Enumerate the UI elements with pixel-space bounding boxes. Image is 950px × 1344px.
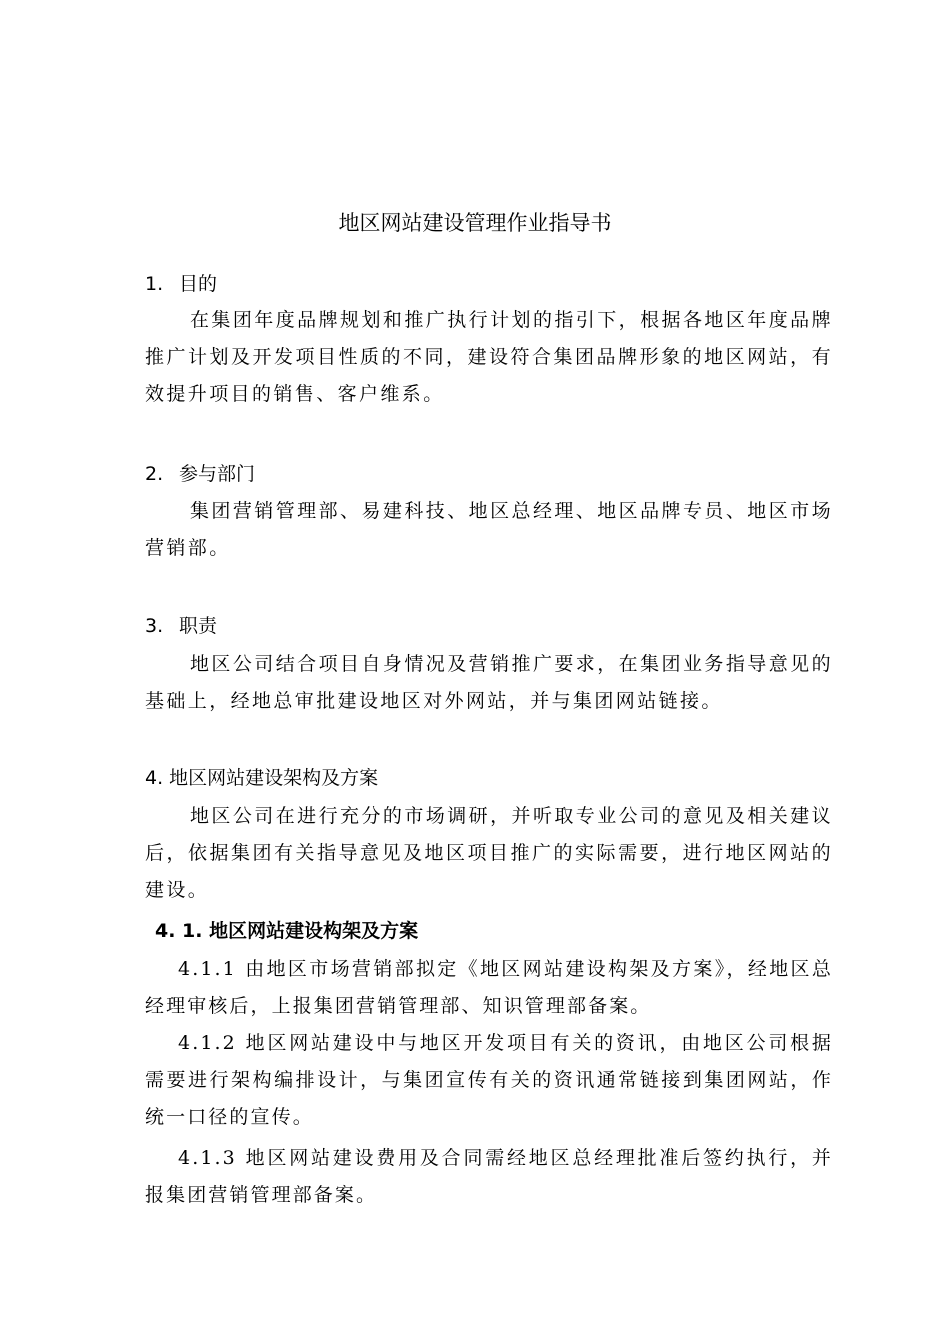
section-3-title: 职责 [179,615,218,637]
section-2-heading [145,460,255,488]
section-3-number: 3. [145,615,164,637]
section-3-heading [145,612,217,640]
section-4-body: 地区公司在进行充分的市场调研，并听取专业公司的意见及相关建议后，依据集团有关指导意见及地区项目推广的实际需要，进行地区网站的建设。 [145,805,833,901]
section-1-title: 目的 [179,273,218,295]
subsection-4-1-heading: 4. 1. 地区网站建设构架及方案 [155,920,419,942]
clause-4-1-2: 4.1.2 地区网站建设中与地区开发项目有关的资讯，由地区公司根据需要进行架构编排设计，与集团宣传有关的资讯通常链接到集团网站，作统一口径的宣传。 [145,1032,833,1128]
section-1-body: 在集团年度品牌规划和推广执行计划的指引下，根据各地区年度品牌推广计划及开发项目性质的不同，建设符合集团品牌形象的地区网站，有效提升项目的销售、客户维系。 [145,309,833,405]
section-2-number: 2. [145,463,164,485]
section-1-number: 1. [145,273,164,295]
section-4-heading: 4. 地区网站建设架构及方案 [145,767,379,789]
section-2-body: 集团营销管理部、易建科技、地区总经理、地区品牌专员、地区市场营销部。 [145,500,833,559]
clause-4-1-3: 4.1.3 地区网站建设费用及合同需经地区总经理批准后签约执行，并报集团营销管理部备案。 [145,1147,833,1206]
section-3-body: 地区公司结合项目自身情况及营销推广要求，在集团业务指导意见的基础上，经地总审批建设地区对外网站，并与集团网站链接。 [145,653,833,712]
section-1-heading [145,270,217,298]
clause-4-1-1: 4.1.1 由地区市场营销部拟定《地区网站建设构架及方案》，经地区总经理审核后，上报集团营销管理部、知识管理部备案。 [145,958,833,1017]
document-title: 地区网站建设管理作业指导书 [338,211,612,235]
section-2-title: 参与部门 [179,463,256,485]
